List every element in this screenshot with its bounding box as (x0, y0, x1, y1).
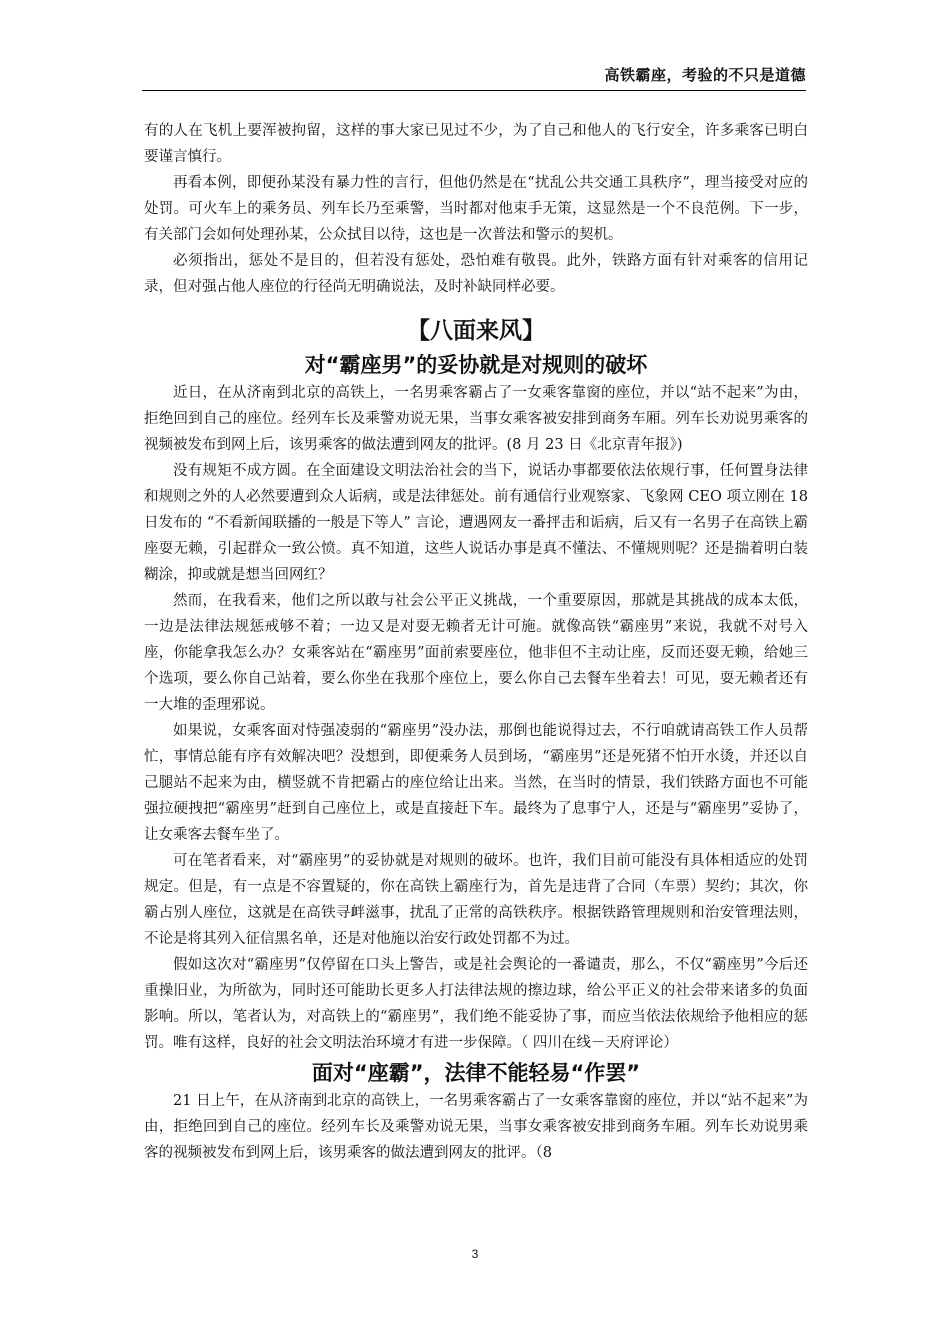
body-paragraph: 21 日上午，在从济南到北京的高铁上，一名男乘客霸占了一女乘客靠窗的座位，并以“站不起来”为由，拒绝回到自己的座位。经列车长及乘警劝说无果，当事女乘客被安排到商务车厢。列车长劝说男乘客的视频被发布到网上后，该男乘客的做法遭到网友的批评。（8 (144, 1093, 808, 1161)
header-divider (142, 90, 806, 91)
body-paragraph: 有的人在飞机上要浑被拘留，这样的事大家已见过不少，为了自己和他人的飞行安全，许多乘客已明白要谨言慎行。 (144, 123, 808, 165)
page-number: 3 (471, 1247, 479, 1261)
body-paragraph: 必须指出，惩处不是目的，但若没有惩处，恐怕难有敬畏。此外，铁路方面有针对乘客的信用记录，但对强占他人座位的行径尚无明确说法，及时补缺同样必要。 (144, 253, 808, 295)
article-title: 面对“座霸”，法律不能轻易“作罢” (311, 1061, 641, 1085)
body-paragraph: 然而，在我看来，他们之所以敢与社会公平正义挑战，一个重要原因，那就是其挑战的成本太低，一边是法律法规惩戒够不着；一边又是对耍无赖者无计可施。就像高铁“霸座男”来说，我就不对号入座，你能拿我怎么办？女乘客站在“霸座男”面前索要座位，他非但不主动让座，反而还耍无赖，给她三个选项，要么你自己站着，要么你坐在我那个座位上，要么你自己去餐车坐着去！可见，耍无赖者还有一大堆的歪理邪说。 (144, 593, 808, 713)
body-paragraph: 没有规矩不成方圆。在全面建设文明法治社会的当下，说话办事都要依法依规行事，任何置身法律和规则之外的人必然要遭到众人诟病，或是法律惩处。前有通信行业观察家、飞象网 CEO 项立刚在 18 日发布的 “不看新闻联播的一般是下等人” 言论，遭遇网友一番抨击和诟病，后又有一名男子在高铁上霸座耍无赖，引起群众一致公愤。真不知道，这些人说话办事是真不懂法、不懂规则呢？还是揣着明白装糊涂，抑或就是想当回网红？ (144, 463, 808, 583)
running-header: 高铁霸座，考验的不只是道德 (604, 66, 806, 84)
section-heading: 【八面来风】 (407, 318, 545, 344)
body-paragraph: 可在笔者看来，对“霸座男”的妥协就是对规则的破坏。也许，我们目前可能没有具体相适应的处罚规定。但是，有一点是不容置疑的，你在高铁上霸座行为，首先是违背了合同（车票）契约；其次，你霸占别人座位，这就是在高铁寻衅滋事，扰乱了正常的高铁秩序。根据铁路管理规则和治安管理法则，不论是将其列入征信黑名单，还是对他施以治安行政处罚都不为过。 (144, 853, 808, 947)
body-paragraph: 假如这次对“霸座男”仅停留在口头上警告，或是社会舆论的一番谴责，那么，不仅“霸座男”今后还重操旧业，为所欲为，同时还可能助长更多人打法律法规的擦边球，给公平正义的社会带来诸多的负面影响。所以，笔者认为，对高铁上的“霸座男”，我们绝不能妥协了事，而应当依法依规给予他相应的惩罚。唯有这样，良好的社会文明法治环境才有进一步保障。（ 四川在线－天府评论） (144, 957, 808, 1051)
body-paragraph: 再看本例，即便孙某没有暴力性的言行，但他仍然是在“扰乱公共交通工具秩序”，理当接受对应的处罚。可火车上的乘务员、列车长乃至乘警，当时都对他束手无策，这显然是一个不良范例。下一步，有关部门会如何处理孙某，公众拭目以待，这也是一次普法和警示的契机。 (144, 175, 808, 243)
article-title: 对“霸座男”的妥协就是对规则的破坏 (304, 353, 648, 377)
body-paragraph: 如果说，女乘客面对恃强凌弱的“霸座男”没办法，那倒也能说得过去，不行咱就请高铁工作人员帮忙，事情总能有序有效解决吧？没想到，即便乘务人员到场，“霸座男”还是死猪不怕开水烫，并还以自己腿站不起来为由，横竖就不肯把霸占的座位给让出来。当然，在当时的情景，我们铁路方面也不可能强拉硬拽把“霸座男”赶到自己座位上，或是直接赶下车。最终为了息事宁人，还是与“霸座男”妥协了，让女乘客去餐车坐了。 (144, 723, 808, 843)
body-paragraph: 近日，在从济南到北京的高铁上，一名男乘客霸占了一女乘客靠窗的座位，并以“站不起来”为由，拒绝回到自己的座位。经列车长及乘警劝说无果，当事女乘客被安排到商务车厢。列车长劝说男乘客的视频被发布到网上后，该男乘客的做法遭到网友的批评。(8 月 23 日《北京青年报》) (144, 385, 808, 453)
document-body (144, 118, 808, 1166)
